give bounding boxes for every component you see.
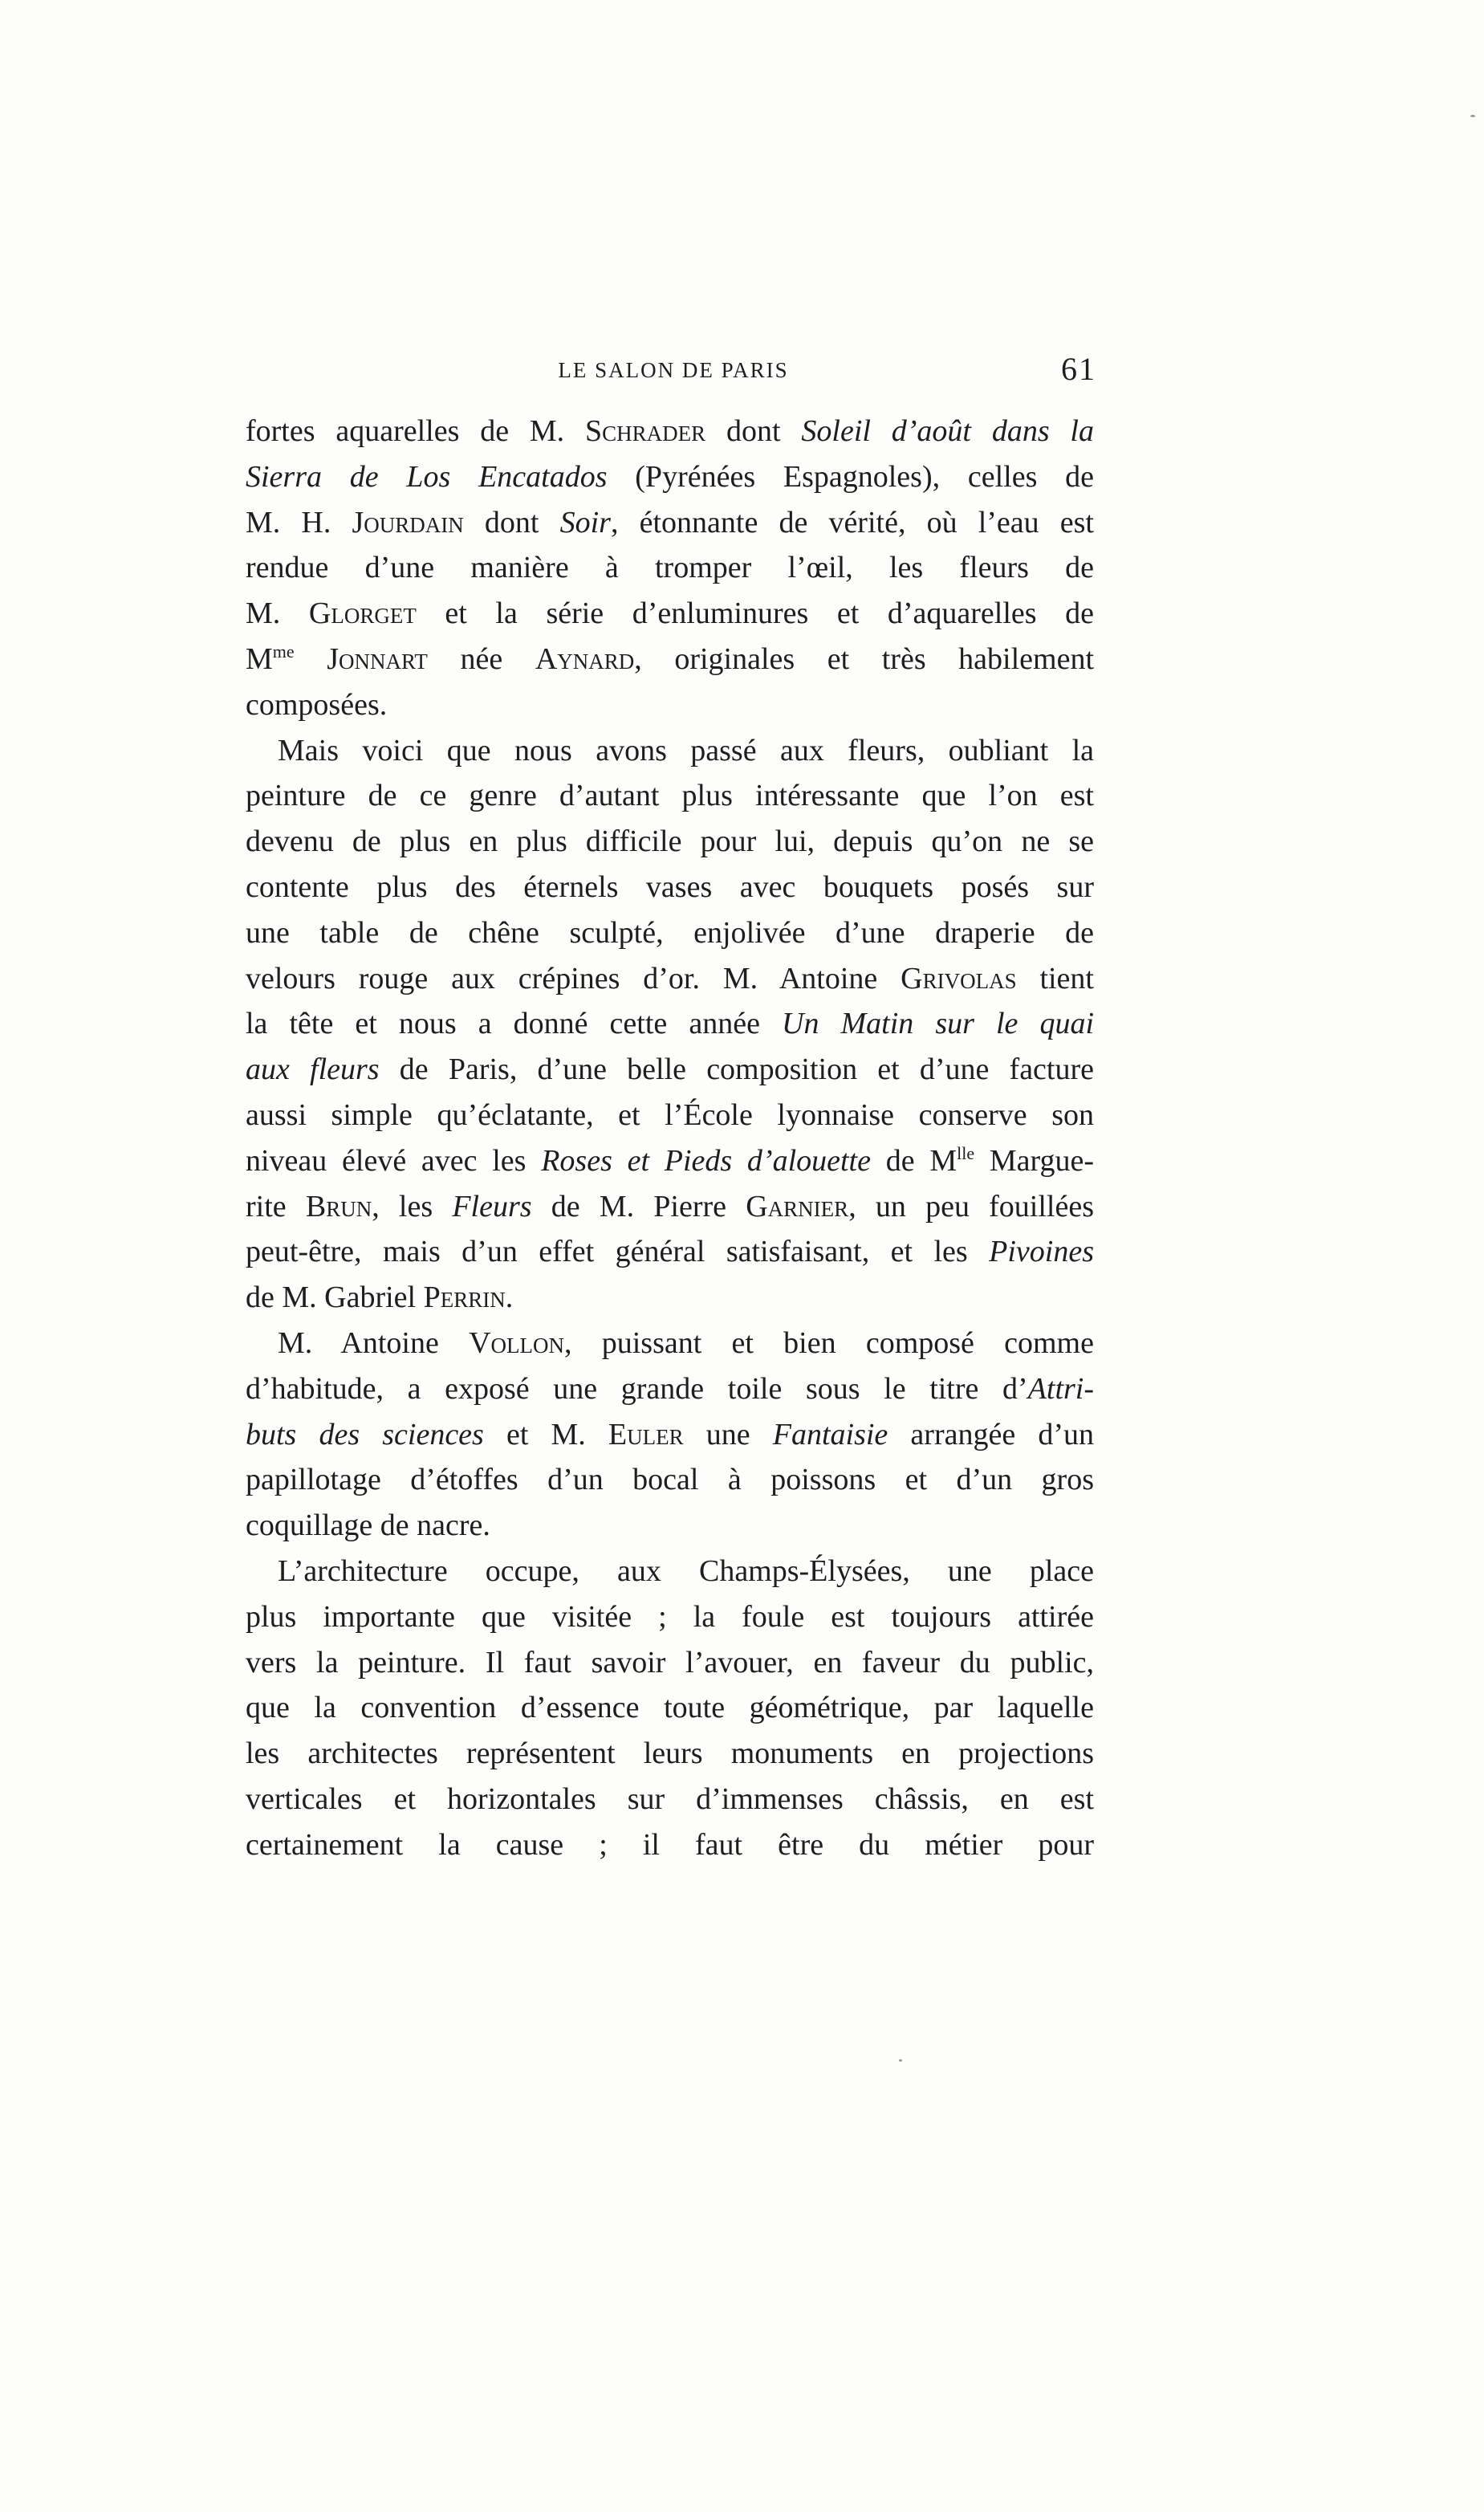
superscript: lle [957,1142,975,1163]
text-line [246,682,1094,728]
small-caps-name: Schrader [585,414,706,448]
small-caps-name: Glorget [308,596,417,631]
small-caps-name: Garnier [746,1189,849,1223]
text-run: et M. [483,1417,608,1451]
text-run: papillotage d’étoffes d’un bocal à poissons et d’un gros [246,1463,1094,1497]
text-run: , originales et très habilement [634,641,1095,676]
text-run: arrangée d’un [888,1417,1094,1451]
text-line [246,500,1094,546]
italic-title: aux fleurs [246,1052,380,1087]
text-run: , un peu fouillées [848,1189,1095,1223]
text-line [246,1001,1094,1047]
text-run: dont [705,414,802,448]
text-run: niveau élevé avec les [246,1143,542,1178]
text-line [246,454,1094,500]
text-line [246,409,1094,454]
text-line [246,1822,1094,1868]
text-run: L’architecture occupe, aux Champs-Élysées, une place [278,1553,1094,1588]
small-caps-name: Perrin [423,1280,506,1315]
text-line [246,728,1094,774]
text-run: plus importante que visitée ; la foule est toujours attirée [246,1599,1094,1634]
small-caps-name: Jourdain [352,505,464,539]
text-run: composées. [246,687,388,722]
text-run: que la convention d’essence toute géométrique, par laquelle [246,1691,1094,1725]
text-run: devenu de plus en plus difficile pour lui, depuis qu’on ne se [246,824,1094,859]
small-caps-name: Vollon [469,1325,565,1360]
text-run: une [683,1417,773,1451]
text-run: velours rouge aux crépines d’or. M. Antoine [246,961,901,995]
text-line [246,1640,1094,1686]
text-run: contente plus des éternels vases avec bouquets posés sur [246,869,1094,904]
text-run: de M. Pierre [531,1189,746,1223]
italic-title: Roses et Pieds d’alouette [541,1143,871,1178]
text-run: tient [1016,961,1094,995]
running-title: LE SALON DE PARIS [558,358,789,382]
text-run: de Paris, d’une belle composition et d’une facture [379,1052,1094,1087]
text-run: peinture de ce genre d’autant plus intéressante que l’on est [246,779,1094,813]
text-line [246,956,1094,1002]
text-run: vers la peinture. Il faut savoir l’avouer, en faveur du public, [246,1645,1094,1679]
text-run: de M. Gabriel [246,1280,424,1315]
italic-title: Sierra de Los Encatados [246,459,608,494]
small-caps-name: Grivolas [901,961,1017,995]
text-run: M [246,641,273,676]
text-run: M. [246,596,309,631]
text-run: et la série d’enluminures et d’aquarelles de [416,596,1094,631]
text-run: , les [372,1189,453,1223]
text-line [246,637,1094,682]
text-run: Mais voici que nous avons passé aux fleurs, oubliant la [278,733,1094,767]
text-line [246,1138,1094,1184]
italic-title: Soir [559,505,611,539]
text-line [246,1503,1094,1549]
text-line [246,1731,1094,1777]
small-caps-name: Euler [608,1417,684,1451]
text-run: dont [463,505,560,539]
text-run: (Pyrénées Espagnoles), celles de [607,459,1094,494]
italic-title: Attri- [1027,1371,1094,1406]
text-run: la tête et nous a donné cette année [246,1007,782,1041]
text-line [246,773,1094,819]
running-head [0,353,1484,389]
text-run: une table de chêne sculpté, enjolivée d’une draperie de [246,915,1094,950]
text-line [246,819,1094,865]
text-run: Margue- [974,1143,1095,1178]
text-line [246,1777,1094,1822]
italic-title: buts des sciences [246,1417,484,1451]
text-run [295,642,327,676]
text-line [246,1457,1094,1503]
body-text [246,409,1094,1868]
page-number: 61 [1061,351,1096,387]
text-run: coquillage de nacre. [246,1508,490,1543]
italic-title: Un Matin sur le quai [782,1007,1094,1041]
text-run: , puissant et bien composé comme [564,1325,1094,1360]
text-run: rendue d’une manière à tromper l’œil, les fleurs de [246,551,1094,585]
text-run: de M [870,1143,957,1178]
text-line [246,591,1094,637]
text-line [246,1549,1094,1594]
text-line [246,910,1094,956]
text-run: les architectes représentent leurs monuments en projections [246,1736,1094,1771]
text-line [246,1321,1094,1366]
italic-title: Fleurs [452,1189,532,1223]
small-caps-name: Jonnart [327,641,428,676]
text-line [246,1366,1094,1412]
text-line [246,1685,1094,1731]
text-run: verticales et horizontales sur d’immenses châssis, en est [246,1781,1094,1816]
text-run: , étonnante de vérité, où l’eau est [610,505,1094,539]
text-line [246,1093,1094,1138]
small-caps-name: Aynard [535,641,635,676]
text-run: fortes aquarelles de M. [246,414,586,448]
text-run: M. Antoine [278,1325,470,1360]
text-line [246,1412,1094,1458]
italic-title: Fantaisie [772,1417,888,1451]
text-run: peut-être, mais d’un effet général satisfaisant, et les [246,1235,990,1269]
italic-title: Soleil d’août dans la [801,414,1094,448]
italic-title: Pivoines [989,1235,1094,1269]
text-run: née [427,641,535,676]
scan-speck [1470,115,1475,117]
text-run: . [505,1280,514,1315]
text-line [246,1594,1094,1640]
superscript: me [272,641,295,662]
text-run: d’habitude, a exposé une grande toile sous le titre d’ [246,1371,1028,1406]
text-line [246,1047,1094,1093]
text-run: M. H. [246,505,352,539]
text-line [246,1229,1094,1275]
text-run: rite [246,1189,306,1223]
text-run: certainement la cause ; il faut être du métier pour [246,1827,1094,1862]
scan-speck [899,2059,902,2062]
text-run: aussi simple qu’éclatante, et l’École lyonnaise conserve son [246,1097,1094,1132]
small-caps-name: Brun [305,1189,372,1223]
text-line [246,545,1094,591]
text-line [246,1275,1094,1321]
text-line [246,865,1094,910]
text-line [246,1184,1094,1230]
